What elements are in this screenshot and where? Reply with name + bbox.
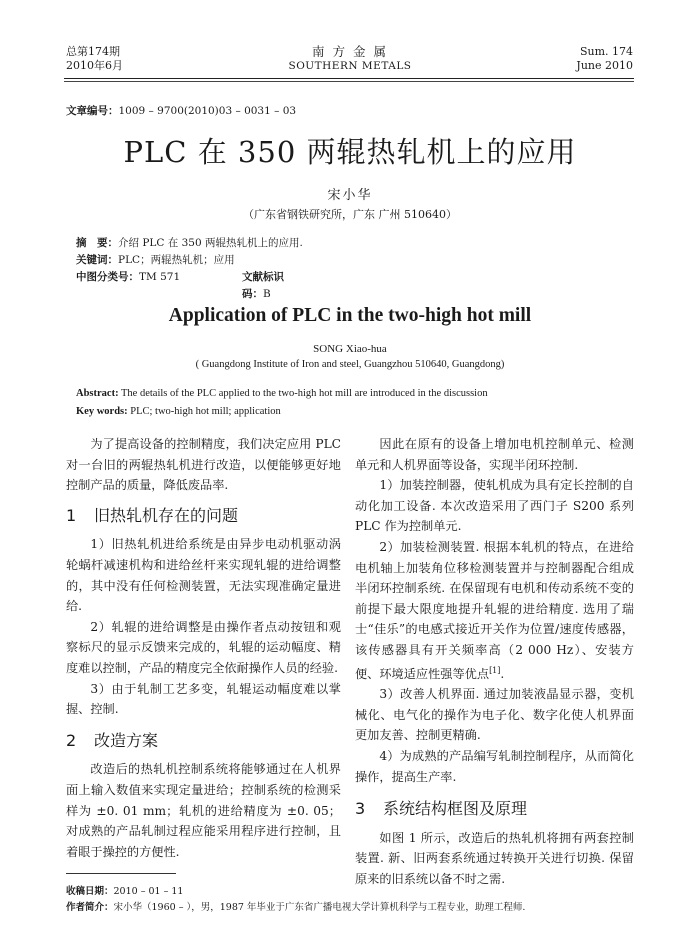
author-bio-text: 宋小华（1960 – ），男，1987 年毕业于广东省广播电视大学计算机科学与工程专业，助理工程师. [113, 902, 526, 913]
keywords-cn-text: PLC；两辊热轧机；应用 [118, 254, 235, 266]
abstract-cn-text: 介绍 PLC 在 350 两辊热轧机上的应用. [118, 237, 303, 249]
section-3-title: 系统结构框图及原理 [383, 799, 528, 819]
section-1-number: 1 [66, 505, 77, 525]
right-column [355, 434, 634, 890]
author-bio-label: 作者简介： [66, 902, 114, 913]
clc-value: TM 571 [139, 271, 181, 283]
article-number-value: 1009 – 9700(2010)03 – 0031 – 03 [118, 105, 297, 117]
journal-name-en: SOUTHERN METALS [288, 60, 412, 72]
article-number-label: 文章编号： [66, 105, 119, 117]
right-para-2 [355, 537, 634, 684]
affiliation-en: ( Guangdong Institute of Iron and steel, Guangzhou 510640, Guangdong) [195, 359, 505, 370]
right-para-3: 3）改善人机界面. 通过加装液晶显示器，变机械化、电气化的操作为电子化、数字化使人机界面更加友善、控制更精确. [355, 687, 634, 743]
header-rule-bottom [64, 81, 634, 82]
header-rule-top [64, 78, 634, 79]
doc-code-label: 文献标识码： [242, 271, 284, 300]
keywords-en-label: Key words: [76, 406, 128, 417]
footnote-rule [66, 873, 176, 874]
section-2-para-1: 改造后的热轧机控制系统将能够通过在人机界面上输入数值来实现定量进给；控制系统的检测采样为 ±0. 01 mm；轧机的进给精度为 ±0. 05；对成熟的产品轧制过程应能采用程序进行控制，且着眼于操控的方便性. [66, 762, 341, 859]
issue-sum: Sum. 174 [579, 45, 633, 58]
section-2-heading [66, 731, 341, 752]
issue-date: 2010年6月 [66, 59, 123, 72]
header-right [576, 45, 633, 73]
section-2-number: 2 [66, 730, 77, 750]
doc-code-value: B [263, 288, 271, 300]
citation-ref: [1] [489, 665, 501, 675]
section-3-heading [355, 799, 634, 820]
right-para-0: 因此在原有的设备上增加电机控制单元、检测单元和人机界面等设备，实现半闭环控制. [355, 437, 634, 472]
title-cn: PLC 在 350 两辊热轧机上的应用 [123, 135, 577, 169]
section-2-title: 改造方案 [94, 730, 159, 750]
right-para-2-end: . [500, 666, 505, 681]
abstract-en-text: The details of the PLC applied to the two-high hot mill are introduced in the discussion [118, 388, 488, 399]
right-para-4: 4）为成熟的产品编写轧制控制程序，从而简化操作，提高生产率. [355, 748, 634, 784]
section-3-para-1: 如图 1 所示，改造后的热轧机将拥有两套控制装置. 新、旧两套系统通过转换开关进行切换. 保留原来的旧系统以备不时之需. [355, 830, 634, 886]
section-1-para-3: 3）由于轧制工艺多变，轧辊运动幅度难以掌握、控制. [66, 681, 341, 717]
section-1-heading [66, 506, 341, 527]
affiliation-cn: （广东省钢铁研究所，广东 广州 510640） [243, 208, 457, 221]
section-3-number: 3 [355, 799, 366, 819]
keywords-en-text: PLC; two-high hot mill; application [127, 406, 281, 417]
issue-month: June 2010 [576, 59, 633, 72]
right-para-1: 1）加装控制器，使轧机成为具有定长控制的自动化加工设备. 本次改造采用了西门子 S200 系列 PLC 作为控制单元. [355, 478, 634, 534]
issue-total: 总第174期 [66, 45, 120, 58]
abstract-cn [76, 235, 303, 300]
intro-paragraph: 为了提高设备的控制精度，我们决定应用 PLC 对一台旧的两辊热轧机进行改造，以便能够更好地控制产品的质量，降低废品率. [66, 437, 341, 493]
footnote [66, 884, 525, 916]
section-1-para-2: 2）轧辊的进给调整是由操作者点动按钮和观察标尺的显示反馈来完成的，轧辊的运动幅度、精度难以控制，产品的精度完全依耐操作人员的经验. [66, 619, 341, 675]
author-en: SONG Xiao-hua [313, 343, 387, 355]
right-para-2-text: 2）加装检测装置. 根据本轧机的特点，在进给电机轴上加装角位移检测装置并与控制器配合组成半闭环控制系统. 在保留现有电机和传动系统不变的前提下最大限度地提升轧辊的进给精度. 选用了瑞士“佳乐”的电感式接近开关作为位置/速度传感器，该传感器具有开关频率高（2 000 Hz）、安装方便、环境适应性强等优点 [355, 539, 634, 681]
section-1-para-1: 1）旧热轧机进给系统是由异步电动机驱动涡轮蜗杆减速机构和进给丝杆来实现轧辊的进给调整的，其中没有任何检测装置，无法实现准确定量进给. [66, 537, 341, 614]
author-cn: 宋小华 [327, 188, 373, 203]
article-number [66, 103, 296, 118]
section-1-title: 旧热轧机存在的问题 [94, 505, 239, 525]
title-en: Application of PLC in the two-high hot mill [168, 305, 532, 326]
left-column [66, 434, 341, 862]
abstract-en [76, 385, 488, 421]
received-date-label: 收稿日期： [66, 886, 114, 897]
abstract-en-label: Abstract: [76, 388, 119, 399]
clc-label: 中图分类号： [76, 271, 139, 283]
received-date-value: 2010 – 01 – 11 [113, 886, 184, 897]
journal-name-cn: 南 方 金 属 [312, 44, 388, 59]
keywords-cn-label: 关键词： [76, 254, 118, 266]
abstract-cn-label: 摘 要： [76, 237, 118, 249]
